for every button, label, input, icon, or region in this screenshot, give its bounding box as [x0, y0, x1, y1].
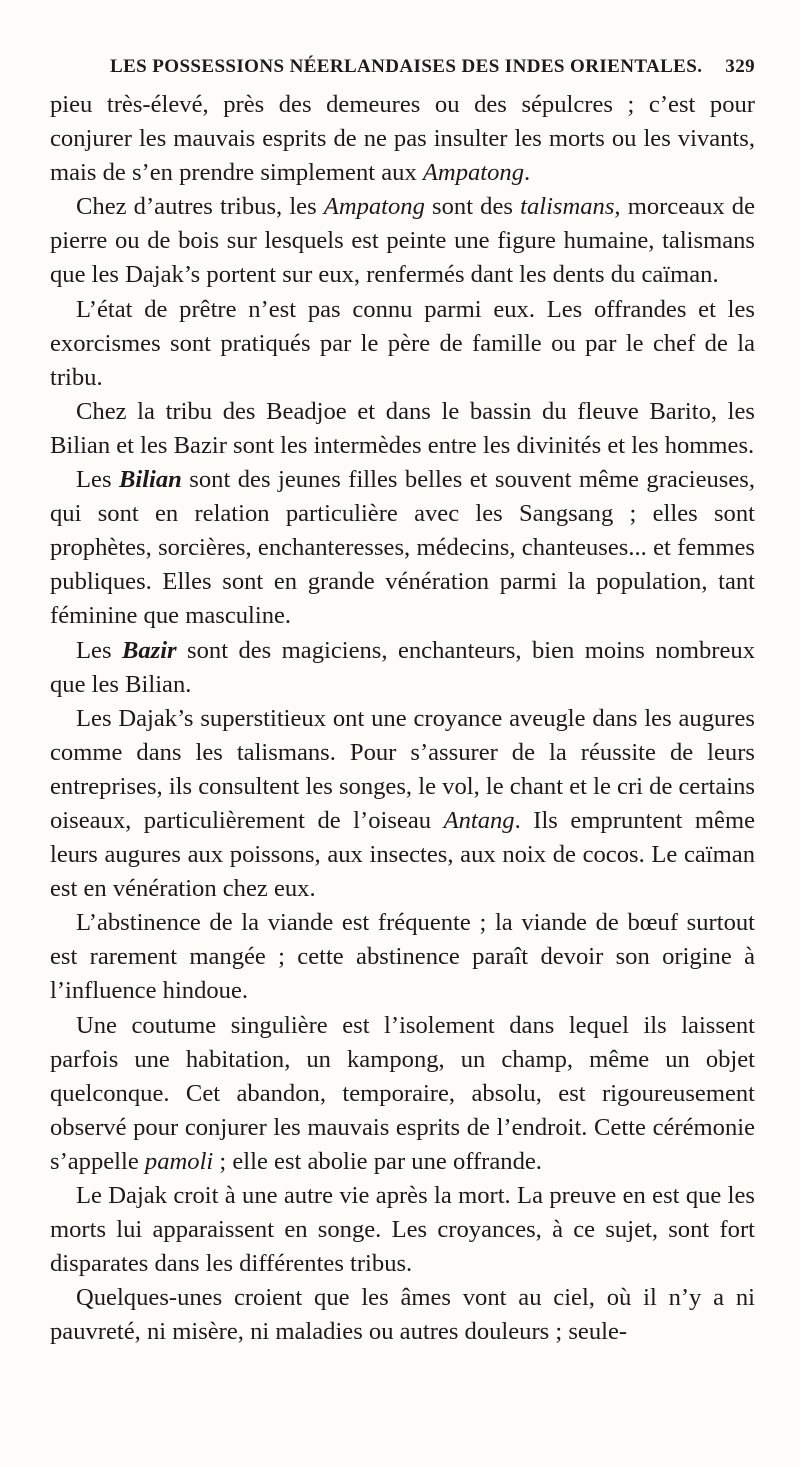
text-run: Le Dajak croit à une autre vie après la mort. La preuve en est que les morts lui apparaissent en songe. Les croyances, à ce sujet, sont fort disparates dans les différentes tribus. — [50, 1182, 755, 1278]
emphasized-text: Ampatong — [422, 159, 525, 187]
paragraph — [50, 1179, 755, 1281]
running-title: LES POSSESSIONS NÉERLANDAISES DES INDES ORIENTALES. — [110, 56, 703, 77]
text-run: Chez la tribu des Beadjoe et dans le bassin du fleuve Barito, les Bilian et les Bazir sont les intermèdes entre les divinités et les hommes. — [50, 397, 755, 459]
text-run: pieu très-élevé, près des demeures ou des sépulcres ; c’est pour conjurer les mauvais esprits de ne pas insulter les morts ou les vivants, mais de s’en prendre simplement aux — [50, 91, 755, 187]
paragraph — [50, 463, 755, 633]
running-header — [110, 56, 755, 78]
text-run: Les — [76, 466, 119, 494]
text-run: . — [524, 159, 531, 187]
text-run: L’état de prêtre n’est pas connu parmi eux. Les offrandes et les exorcismes sont pratiqués par le père de famille ou par le chef de la tribu. — [50, 295, 755, 391]
emphasized-text: Ampatong — [323, 193, 425, 221]
emphasized-text: pamoli — [144, 1147, 214, 1175]
text-run: L’abstinence de la viande est fréquente ; la viande de bœuf surtout est rarement mangée ; cette abstinence paraît devoir son origine à l’influence hindoue. — [50, 909, 755, 1005]
paragraph — [50, 906, 755, 1008]
paragraph — [50, 702, 755, 907]
paragraph — [50, 1281, 755, 1349]
paragraph — [50, 88, 755, 190]
text-run: sont des — [424, 193, 521, 221]
body-text — [50, 88, 755, 1349]
text-run: Les — [76, 636, 122, 664]
text-run: Une coutume singulière est l’isolement dans lequel ils laissent parfois une habitation, un kampong, un champ, même un objet quelconque. Cet abandon, temporaire, absolu, est rigoureusement observé pour conjurer les mauvais esprits de l’endroit. Cette cérémonie s’appelle — [50, 1011, 755, 1175]
emphasized-text: Antang — [443, 806, 515, 834]
text-run: ; elle est abolie par une offrande. — [213, 1147, 542, 1175]
text-run: Quelques-unes croient que les âmes vont au ciel, où il n’y a ni pauvreté, ni misère, ni maladies ou autres douleurs ; seule- — [50, 1284, 755, 1346]
paragraph — [50, 1009, 755, 1179]
paragraph — [50, 634, 755, 702]
page-number: 329 — [725, 56, 755, 77]
text-run: Chez d’autres tribus, les — [76, 193, 324, 221]
text-run: , morceaux de pierre ou de bois sur lesquels est peinte une figure humaine, talismans que les Dajak’s portent sur eux, renfermés dant les dents du caïman. — [50, 193, 756, 289]
emphasized-text: talismans — [520, 193, 615, 221]
text-run: Les Dajak’s superstitieux ont une croyance aveugle dans les augures comme dans les talismans. Pour s’assurer de la réussite de leurs entreprises, ils consultent les songes, le vol, le chant et le cri de certains oiseaux, particulièrement de l’oiseau — [50, 704, 755, 834]
emphasized-text: Bilian — [118, 466, 182, 494]
paragraph — [50, 293, 755, 395]
emphasized-text: Bazir — [121, 636, 177, 664]
paragraph — [50, 395, 755, 463]
paragraph — [50, 190, 755, 292]
text-run: . Ils empruntent même leurs augures aux poissons, aux insectes, aux noix de cocos. Le caïman est en vénération chez eux. — [50, 806, 755, 903]
text-run: sont des jeunes filles belles et souvent même gracieuses, qui sont en relation particulière avec les Sangsang ; elles sont prophètes, sorcières, enchanteresses, médecins, chanteuses... et femmes publiques. Elles sont en grande vénération parmi la population, tant féminine que masculine. — [50, 466, 755, 630]
text-run: sont des magiciens, enchanteurs, bien moins nombreux que les Bilian. — [50, 636, 755, 698]
